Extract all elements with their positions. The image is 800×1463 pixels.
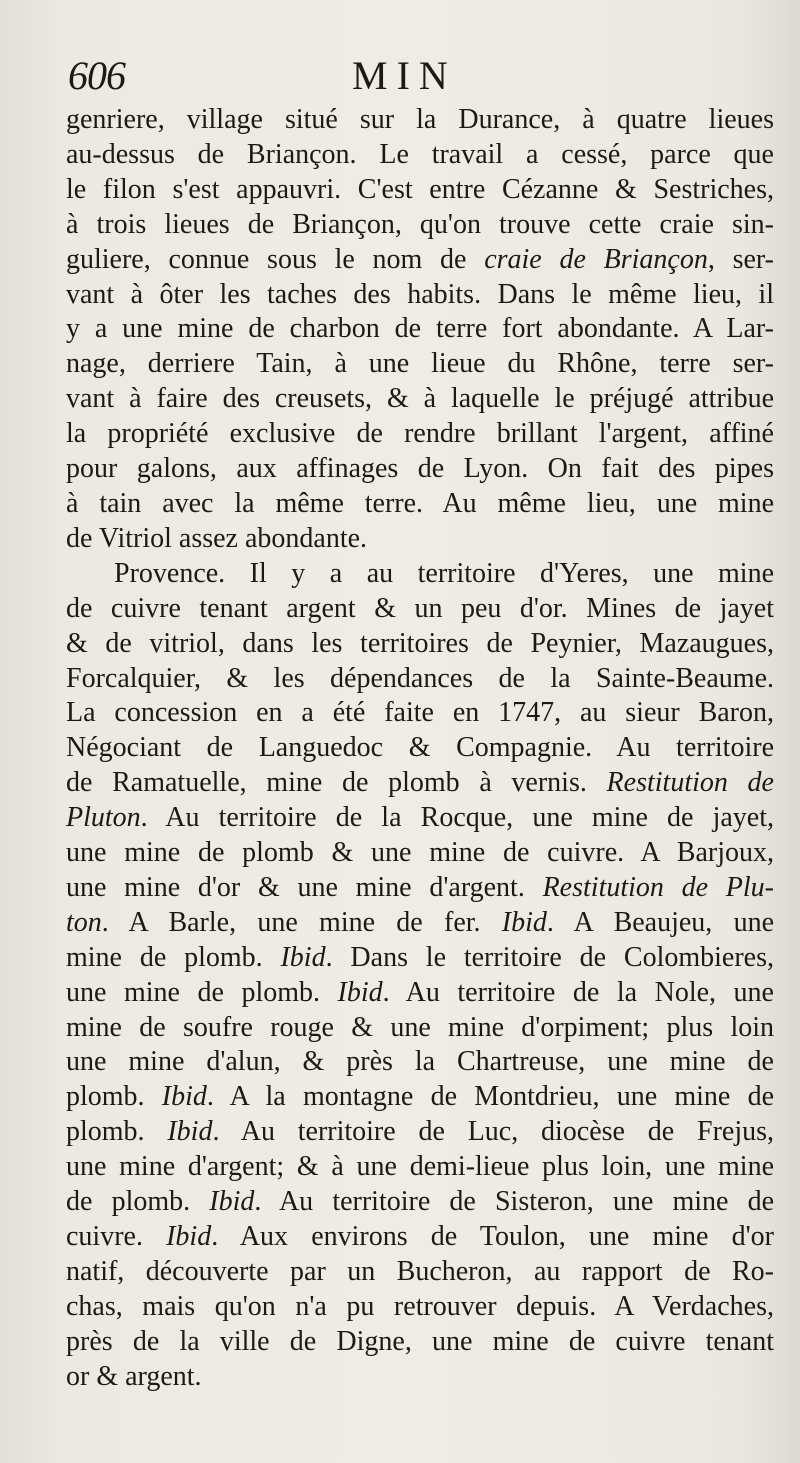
text-line: chas, mais qu'on n'a pu retrouver depuis. A Verdaches, xyxy=(66,1290,774,1322)
text-run: plomb. xyxy=(66,1116,168,1148)
text-line: Forcalquier, & les dépendances de la Sainte-Beaume. xyxy=(66,662,774,694)
text-run: . Au territoire de Sisteron, une mine de xyxy=(254,1186,774,1218)
text-line: à tain avec la même terre. Au même lieu, une mine xyxy=(66,487,774,519)
text-line: pour galons, aux affinages de Lyon. On fait des pipes xyxy=(66,453,774,485)
text-run: de plomb. xyxy=(66,1186,210,1218)
italic-term: Ibid xyxy=(161,1081,207,1113)
text-line: une mine de plomb & une mine de cuivre. A Barjoux, xyxy=(66,837,774,869)
text-line: or & argent. xyxy=(66,1360,202,1392)
text-line: une mine d'argent; & à une demi-lieue plus loin, une mine xyxy=(66,1151,774,1183)
text-line: mine de soufre rouge & une mine d'orpiment; plus loin xyxy=(66,1011,774,1043)
italic-term: ton xyxy=(66,906,102,938)
text-line: vant à ôter les taches des habits. Dans le même lieu, il xyxy=(66,278,774,310)
text-line xyxy=(66,801,774,836)
text-line: Négociant de Languedoc & Compagnie. Au territoire xyxy=(66,732,774,764)
text-line xyxy=(66,1080,774,1115)
italic-term: Ibid xyxy=(166,1221,212,1252)
text-run: une mine d'or & une mine d'argent. xyxy=(66,871,543,903)
italic-term: craie de Briançon xyxy=(484,243,708,275)
text-line xyxy=(66,1115,774,1150)
italic-term: Ibid xyxy=(167,1116,213,1148)
text-line xyxy=(66,243,774,278)
text-run: . A Barle, une mine de fer. xyxy=(101,906,502,938)
text-line: de Vitriol assez abondante. xyxy=(66,522,368,554)
text-line: de cuivre tenant argent & un peu d'or. Mines de jayet xyxy=(66,592,774,624)
text-run: de Ramatuelle, mine de plomb à vernis. xyxy=(66,767,607,799)
text-line xyxy=(66,1220,774,1255)
text-run: guliere, connue sous le nom de xyxy=(66,243,485,275)
italic-term: Pluton xyxy=(66,802,141,834)
text-line: y a une mine de charbon de terre fort abondante. A Lar- xyxy=(66,313,774,345)
italic-term: Ibid xyxy=(337,976,383,1008)
text-line: natif, découverte par un Bucheron, au rapport de Ro- xyxy=(66,1255,774,1287)
text-run: . A Beaujeu, une xyxy=(546,906,775,938)
italic-term: Restitution de xyxy=(606,767,774,799)
text-line: au-dessus de Briançon. Le travail a cessé, parce que xyxy=(66,138,774,170)
italic-term: Ibid xyxy=(501,906,547,938)
text-run: mine de plomb. xyxy=(66,941,281,973)
text-line xyxy=(66,766,774,801)
text-run: . Au territoire de la Rocque, une mine de jayet, xyxy=(140,802,774,834)
text-line: Provence. Il y a au territoire d'Yeres, une mine xyxy=(114,557,774,589)
text-line xyxy=(66,1185,774,1220)
text-line xyxy=(66,871,774,906)
text-line: la propriété exclusive de rendre brillant l'argent, affiné xyxy=(66,418,774,450)
text-run: , ser- xyxy=(707,243,774,275)
text-run: . Au territoire de la Nole, une xyxy=(382,976,774,1008)
text-line: & de vitriol, dans les territoires de Peynier, Mazaugues, xyxy=(66,627,774,659)
italic-term: Ibid xyxy=(209,1186,255,1218)
italic-term: Ibid xyxy=(280,941,326,973)
text-line: nage, derriere Tain, à une lieue du Rhône, terre ser- xyxy=(66,348,774,380)
text-line: une mine d'alun, & près la Chartreuse, une mine de xyxy=(66,1046,774,1078)
text-run: une mine de plomb. xyxy=(66,976,338,1008)
text-line xyxy=(66,941,774,976)
text-run: . Dans le territoire de Colombieres, xyxy=(325,941,774,973)
page-header xyxy=(68,52,778,100)
text-line: à trois lieues de Briançon, qu'on trouve cette craie sin- xyxy=(66,208,774,240)
text-line xyxy=(66,976,774,1011)
text-run: cuivre. xyxy=(66,1221,167,1252)
text-run: plomb. xyxy=(66,1081,162,1113)
text-line: La concession en a été faite en 1747, au sieur Baron, xyxy=(66,697,774,729)
text-line: vant à faire des creusets, & à laquelle le préjugé attribue xyxy=(66,383,774,415)
running-head: MIN xyxy=(352,53,457,98)
text-line: près de la ville de Digne, une mine de cuivre tenant xyxy=(66,1325,774,1357)
page-number: 606 xyxy=(68,53,125,98)
body-text xyxy=(66,103,774,1395)
text-run: . Aux environs de Toulon, une mine d'or xyxy=(211,1221,774,1252)
text-line: le filon s'est appauvri. C'est entre Cézanne & Sestriches, xyxy=(66,173,774,205)
text-line: genriere, village situé sur la Durance, à quatre lieues xyxy=(66,104,774,135)
italic-term: Restitution de Plu- xyxy=(542,871,774,903)
text-line xyxy=(66,906,774,941)
text-run: . A la montagne de Montdrieu, une mine de xyxy=(206,1081,774,1113)
text-run: . Au territoire de Luc, diocèse de Frejus, xyxy=(212,1116,774,1148)
